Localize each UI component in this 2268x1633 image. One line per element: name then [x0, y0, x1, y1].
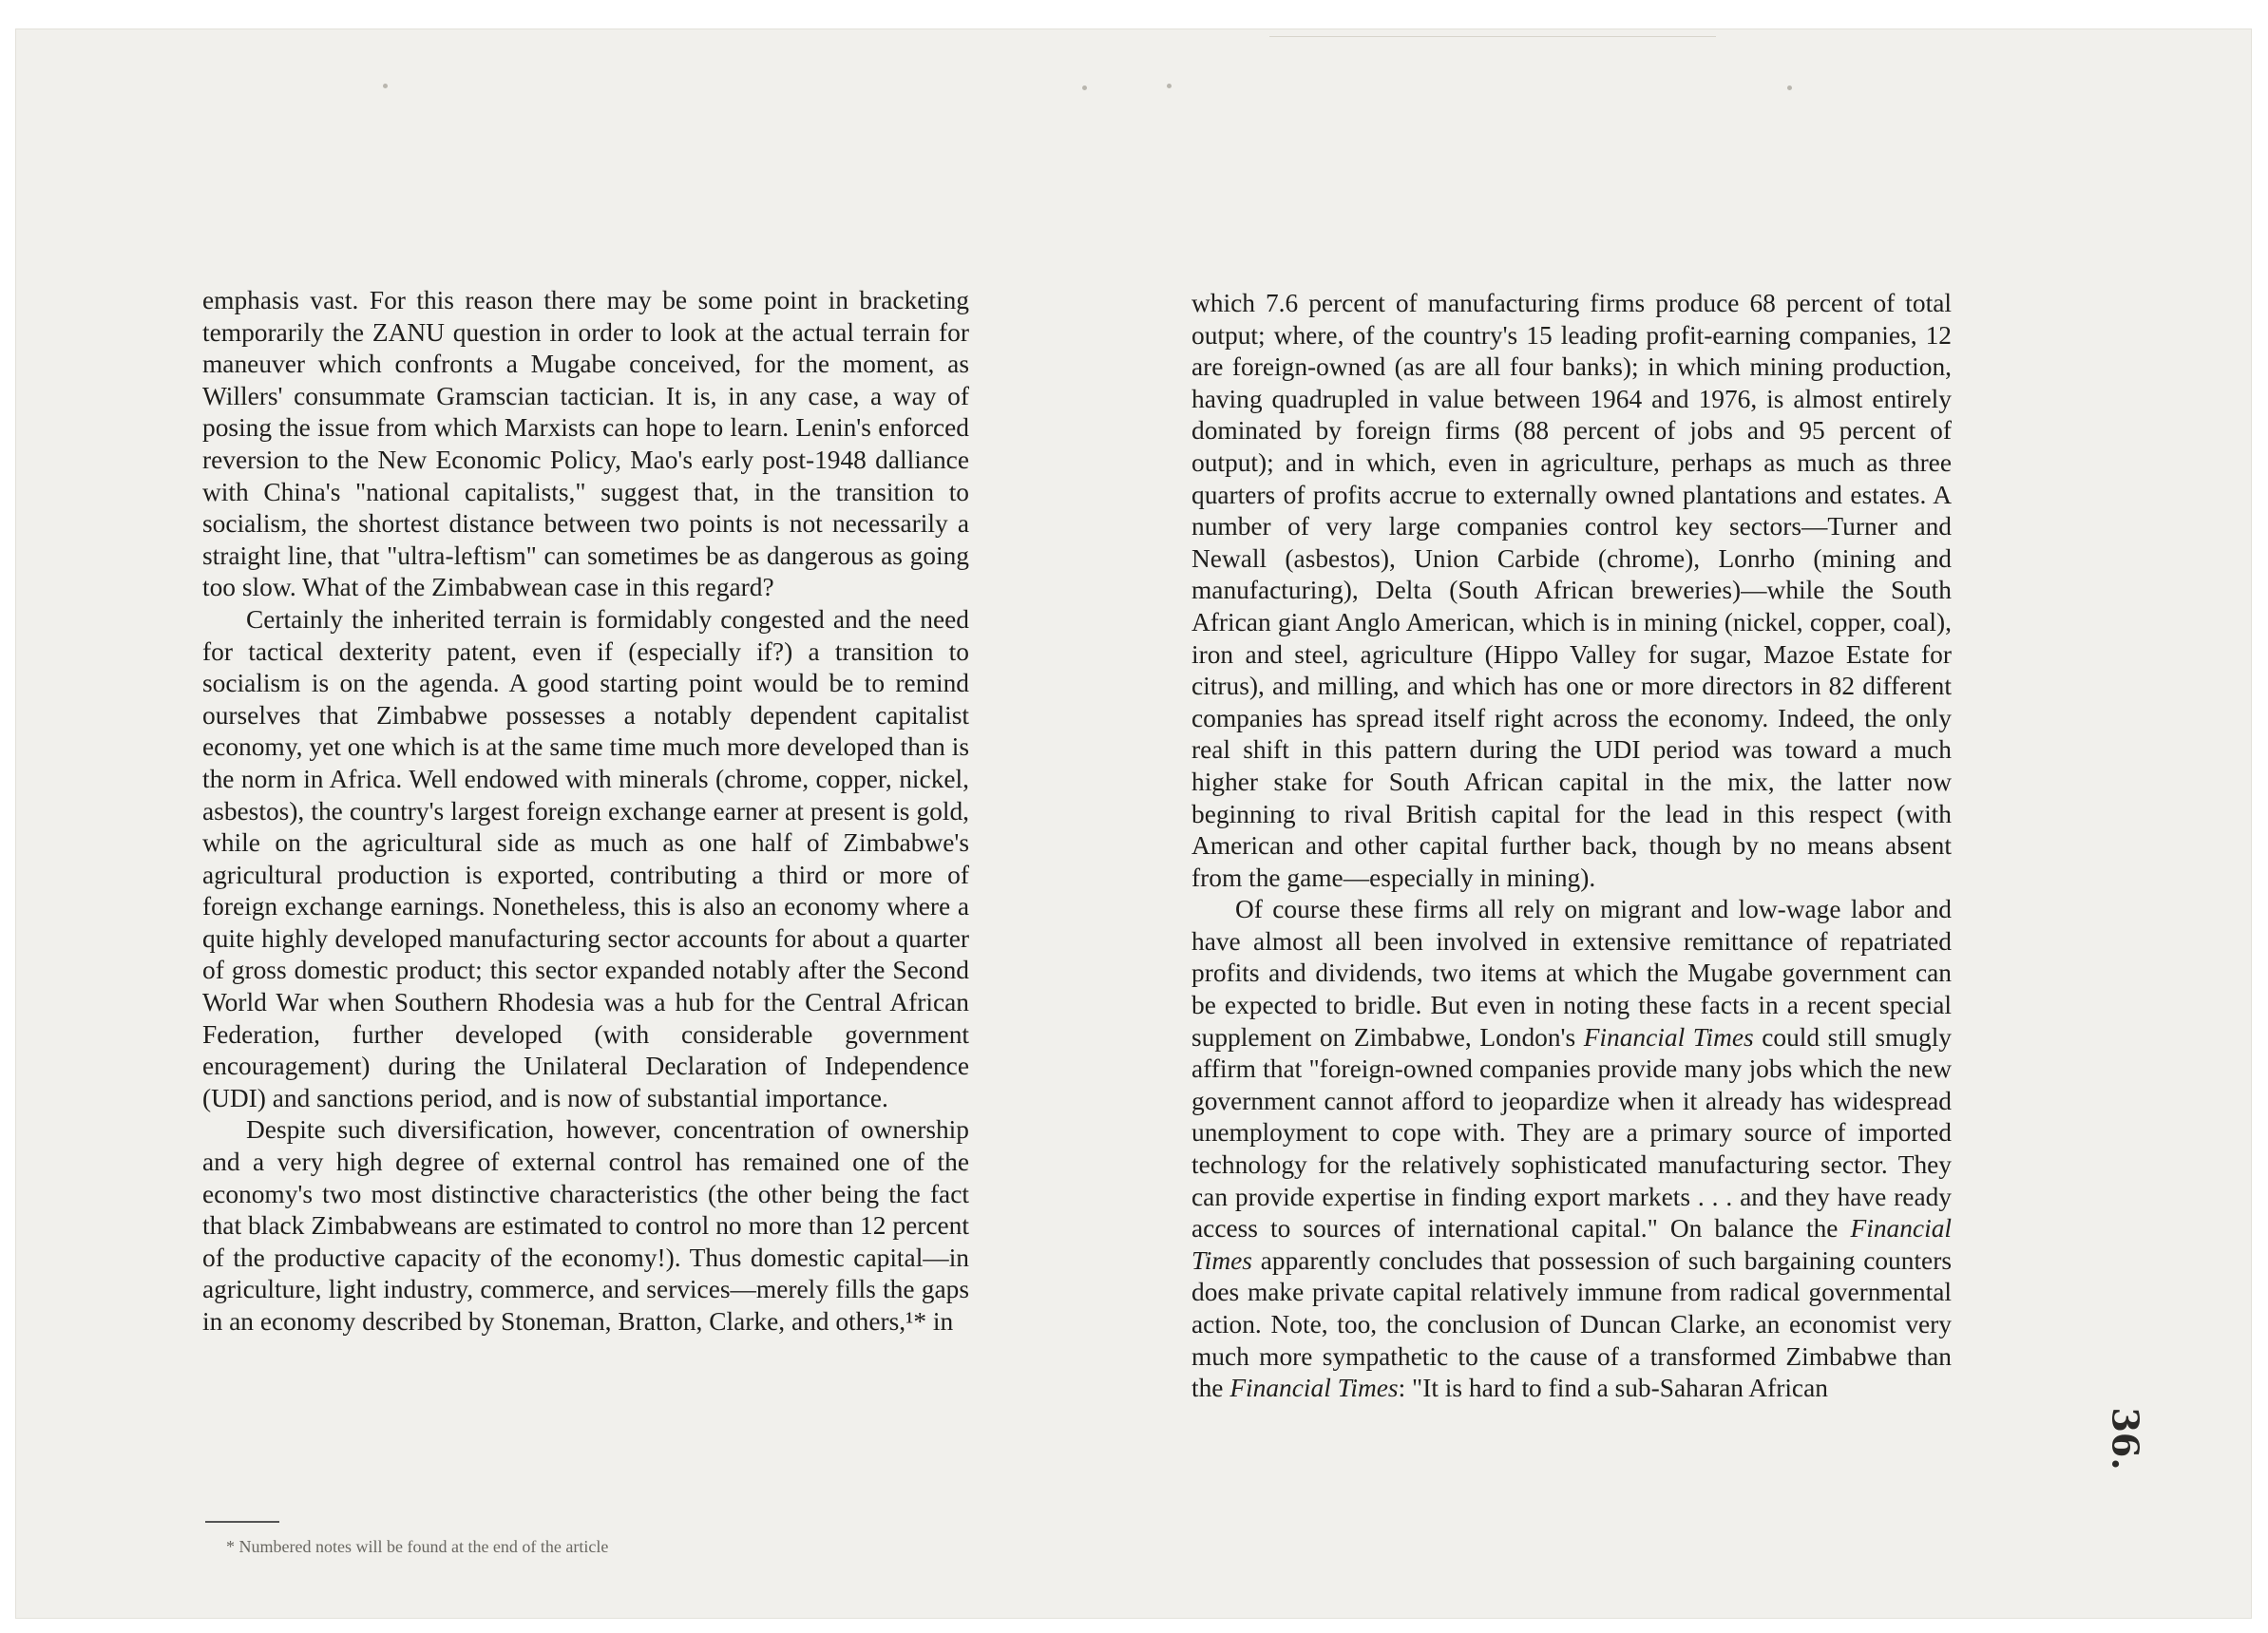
punch-mark	[1082, 85, 1087, 90]
body-paragraph: emphasis vast. For this reason there may be some point in bracketing temporarily the ZANU question in order to look at the actual terrain for maneuver which confronts a Mugabe conceived, for the moment, as Willers' consummate Gramscian tactician. It is, in any case, a way of posing the issue from which Marxists can hope to learn. Lenin's enforced reversion to the New Economic Policy, Mao's early post-1948 dalliance with China's "national capitalists," suggest that, in the transition to socialism, the shortest distance between two points is not necessarily a straight line, that "ultra-leftism" can sometimes be as dangerous as going too slow. What of the Zimbabwean case in this regard?	[202, 286, 969, 602]
footnote: * Numbered notes will be found at the end of the article	[226, 1537, 609, 1556]
right-column	[1191, 288, 1952, 1405]
publication-title: Financial Times	[1229, 1374, 1399, 1403]
body-paragraph: Despite such diversification, however, concentration of ownership and a very high degree of external control has remained one of the economy's two most distinctive characteristics (the other being the fact that black Zimbabweans are estimated to control no more than 12 percent of the productive capacity of the economy!). Thus domestic capital—in agriculture, light industry, commerce, and services—merely fills the gaps in an economy described by Stoneman, Bratton, Clarke, and others,¹* in	[202, 1115, 969, 1336]
scanned-page	[15, 28, 2252, 1619]
body-paragraph: Certainly the inherited terrain is formidably congested and the need for tactical dexterity patent, even if (especially if?) a transition to socialism is on the agenda. A good starting point would be to remind ourselves that Zimbabwe possesses a notably dependent capitalist economy, yet one which is at the same time much more developed than is the norm in Africa. Well endowed with minerals (chrome, copper, nickel, asbestos), the country's largest foreign exchange earner at present is gold, while on the agricultural side as much as one half of Zimbabwe's agricultural production is exported, contributing a third or more of foreign exchange earnings. Nonetheless, this is also an economy where a quite highly developed manufacturing sector accounts for about a quarter of gross domestic product; this sector expanded notably after the Second World War when Southern Rhodesia was a hub for the Central African Federation, further developed (with considerable government encouragement) during the Unilateral Declaration of Independence (UDI) and sanctions period, and is now of substantial importance.	[202, 604, 969, 1112]
punch-mark	[1787, 85, 1792, 90]
left-column	[202, 285, 969, 1339]
body-paragraph: which 7.6 percent of manufacturing firms produce 68 percent of total output; where, of the country's 15 leading profit-earning companies, 12 are foreign-owned (as are all four banks); in which mining production, having quadrupled in value between 1964 and 1976, is almost entirely dominated by foreign firms (88 percent of jobs and 95 percent of output); and in which, even in agriculture, perhaps as much as three quarters of profits accrue to externally owned plantations and estates. A number of very large companies control key sectors—Turner and Newall (asbestos), Union Carbide (chrome), Lonrho (mining and manufacturing), Delta (South African breweries)—while the South African giant Anglo American, which is in mining (nickel, copper, coal), iron and steel, agriculture (Hippo Valley for sugar, Mazoe Estate for citrus), and milling, and which has one or more directors in 82 different companies has spread itself right across the economy. Indeed, the only real shift in this pattern during the UDI period was toward a much higher stake for South African capital in the mix, the latter now beginning to rival British capital for the lead in this respect (with American and other capital further back, though by no means absent from the game—especially in mining).	[1191, 289, 1952, 892]
body-paragraph: Of course these firms all rely on migrant and low-wage labor and have almost all been involved in extensive remittance of repatriated profits and dividends, two items at which the Mugabe government can be expected to bridle. But even in noting these facts in a recent special supplement on Zimbabwe, London's Financial Times could still smugly affirm that "foreign-owned companies provide many jobs which the new government cannot afford to jeopardize when it already has widespread unemployment to cope with. They are a primary source of imported technology for the relatively sophisticated manufacturing sector. They can provide expertise in finding export markets . . . and they have ready access to sources of international capital." On balance the Financial Times apparently concludes that possession of such bargaining counters does make private capital relatively immune from radical governmental action. Note, too, the conclusion of Duncan Clarke, an economist very much more sympathetic to the cause of a transformed Zimbabwe than the Financial Times: "It is hard to find a sub-Saharan African	[1191, 895, 1952, 1403]
publication-title: Financial Times	[1191, 1214, 1952, 1275]
punch-mark	[1167, 84, 1172, 88]
punch-mark	[383, 84, 388, 88]
publication-title: Financial Times	[1583, 1022, 1754, 1052]
scan-artifact	[1269, 36, 1716, 37]
page-number: 36.	[2104, 1407, 2147, 1471]
footnote-divider	[205, 1521, 279, 1523]
